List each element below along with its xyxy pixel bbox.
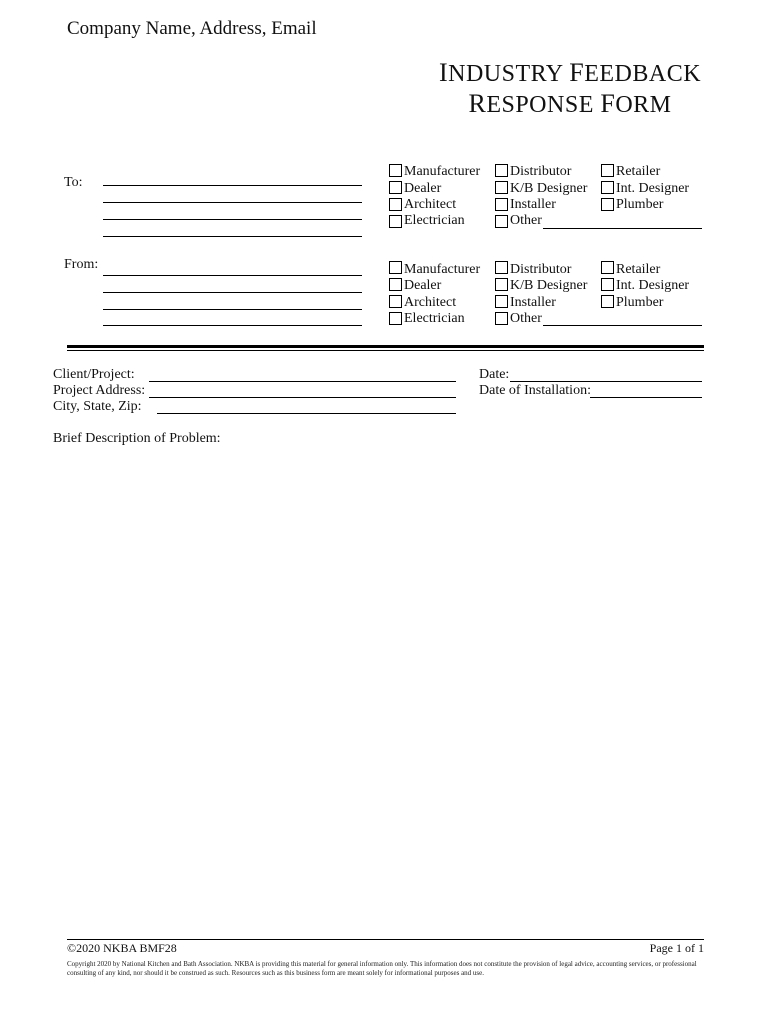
- from-label: From:: [64, 257, 99, 272]
- title-text: ESPONSE: [486, 92, 601, 118]
- from-option-label: Retailer: [616, 262, 661, 277]
- from-option-label: Other: [510, 311, 542, 326]
- from-line-2[interactable]: [103, 292, 362, 293]
- date-field[interactable]: [510, 381, 702, 382]
- to-option-label: Architect: [404, 197, 457, 212]
- installation-date-label: Date of Installation:: [479, 383, 591, 398]
- city-state-zip-label: City, State, Zip:: [53, 399, 142, 414]
- to-line-4[interactable]: [103, 236, 362, 237]
- footer-page-number: Page 1 of 1: [649, 941, 704, 955]
- form-title-line2: [400, 89, 740, 119]
- from-line-4[interactable]: [103, 325, 362, 326]
- to-option-label: Retailer: [616, 164, 661, 179]
- date-label: Date:: [479, 367, 510, 382]
- from-checkbox-distributor[interactable]: [495, 261, 508, 274]
- to-line-2[interactable]: [103, 202, 362, 203]
- to-label: To:: [64, 175, 83, 190]
- from-option-label: Plumber: [616, 295, 664, 310]
- to-option-label: Other: [510, 213, 542, 228]
- from-line-3[interactable]: [103, 309, 362, 310]
- from-checkbox-plumber[interactable]: [601, 295, 614, 308]
- from-checkbox-manufacturer[interactable]: [389, 261, 402, 274]
- project-address-label: Project Address:: [53, 383, 146, 398]
- to-checkbox-int-designer[interactable]: [601, 181, 614, 194]
- section-divider-thick: [67, 345, 704, 348]
- footer-divider: [67, 939, 704, 940]
- company-info-placeholder: Company Name, Address, Email: [67, 18, 317, 39]
- from-checkbox-dealer[interactable]: [389, 278, 402, 291]
- to-line-1[interactable]: [103, 185, 362, 186]
- project-address-field[interactable]: [149, 397, 456, 398]
- to-option-label: Distributor: [510, 164, 572, 179]
- from-option-label: Int. Designer: [616, 278, 690, 293]
- form-title-line1: [400, 58, 740, 88]
- problem-description-label: Brief Description of Problem:: [53, 431, 221, 446]
- from-option-label: Dealer: [404, 278, 442, 293]
- from-checkbox-retailer[interactable]: [601, 261, 614, 274]
- to-checkbox-kb-designer[interactable]: [495, 181, 508, 194]
- to-checkbox-other[interactable]: [495, 215, 508, 228]
- to-option-label: Manufacturer: [404, 164, 481, 179]
- to-checkbox-architect[interactable]: [389, 198, 402, 211]
- problem-description-area[interactable]: [53, 452, 703, 922]
- title-text: EEDBACK: [584, 61, 702, 87]
- to-checkbox-retailer[interactable]: [601, 164, 614, 177]
- from-option-label: Architect: [404, 295, 457, 310]
- from-option-label: Distributor: [510, 262, 572, 277]
- from-checkbox-electrician[interactable]: [389, 312, 402, 325]
- title-cap: R: [468, 89, 487, 118]
- to-option-label: Installer: [510, 197, 556, 212]
- installation-date-field[interactable]: [590, 397, 702, 398]
- from-checkbox-kb-designer[interactable]: [495, 278, 508, 291]
- title-cap: F: [600, 89, 616, 118]
- from-checkbox-other[interactable]: [495, 312, 508, 325]
- from-option-label: K/B Designer: [510, 278, 588, 293]
- section-divider-thin: [67, 350, 704, 351]
- to-option-label: Plumber: [616, 197, 664, 212]
- to-checkbox-distributor[interactable]: [495, 164, 508, 177]
- from-line-1[interactable]: [103, 275, 362, 276]
- from-checkbox-architect[interactable]: [389, 295, 402, 308]
- to-other-line[interactable]: [543, 228, 702, 229]
- from-checkbox-installer[interactable]: [495, 295, 508, 308]
- client-project-field[interactable]: [149, 381, 456, 382]
- title-text: ORM: [615, 92, 672, 118]
- from-option-label: Installer: [510, 295, 556, 310]
- from-checkbox-int-designer[interactable]: [601, 278, 614, 291]
- to-option-label: Electrician: [404, 213, 465, 228]
- to-option-label: Dealer: [404, 181, 442, 196]
- to-option-label: Int. Designer: [616, 181, 690, 196]
- to-checkbox-plumber[interactable]: [601, 198, 614, 211]
- from-other-line[interactable]: [543, 325, 702, 326]
- to-option-label: K/B Designer: [510, 181, 588, 196]
- from-option-label: Electrician: [404, 311, 465, 326]
- to-checkbox-manufacturer[interactable]: [389, 164, 402, 177]
- to-checkbox-electrician[interactable]: [389, 215, 402, 228]
- city-state-zip-field[interactable]: [157, 413, 456, 414]
- to-checkbox-dealer[interactable]: [389, 181, 402, 194]
- title-text: NDUSTRY: [448, 61, 570, 87]
- footer-fine-print: Copyright 2020 by National Kitchen and Bath Association. NKBA is providing this material for general information only. This information does not constitute the provision of legal advice, accounting services, or professional consulting of any kind, nor should it be construed as such. Resources such as this business form are meant solely for informational purposes and use.: [67, 960, 697, 977]
- title-cap: I: [438, 58, 449, 87]
- title-cap: F: [569, 58, 585, 87]
- from-option-label: Manufacturer: [404, 262, 481, 277]
- to-line-3[interactable]: [103, 219, 362, 220]
- to-checkbox-installer[interactable]: [495, 198, 508, 211]
- footer-form-code: ©2020 NKBA BMF28: [67, 941, 177, 955]
- client-project-label: Client/Project:: [53, 367, 135, 382]
